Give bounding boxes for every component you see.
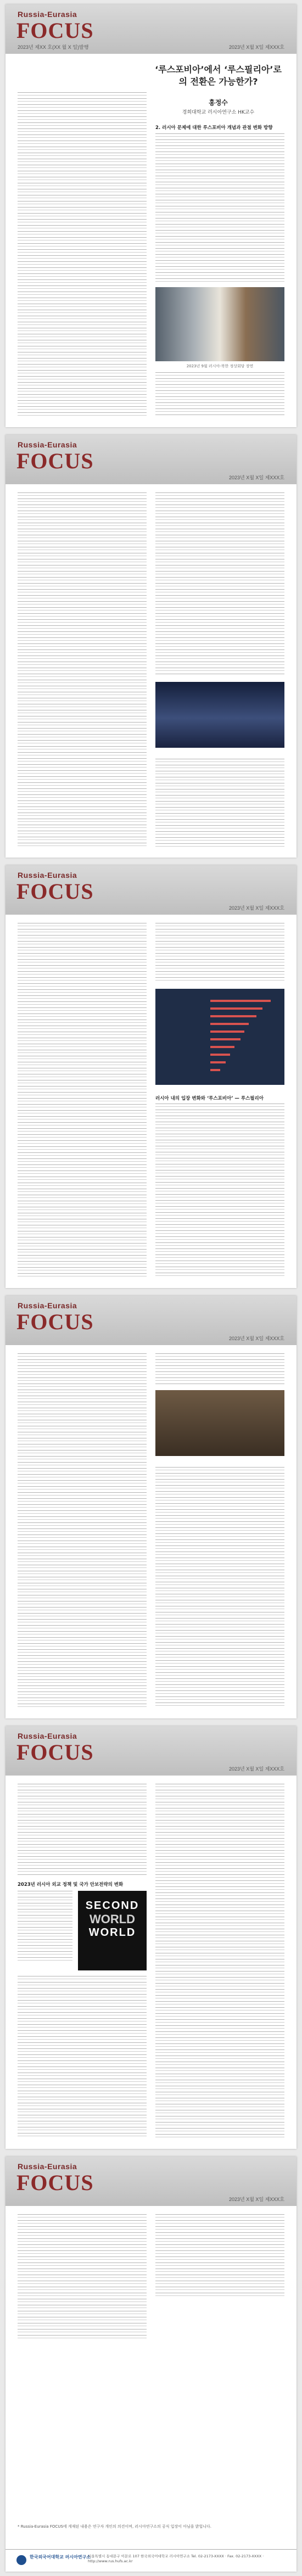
page-footer: [5, 2549, 297, 2572]
body-column-left: [18, 923, 147, 1277]
issue-date: 2023년 X월 X일 제XXX호: [228, 44, 284, 50]
page-header: [5, 1296, 297, 1345]
brand-logo: FOCUS: [16, 879, 94, 904]
brand-logo: FOCUS: [16, 2170, 94, 2195]
body-column-left: [18, 1784, 147, 1877]
bar: [210, 1069, 220, 1071]
page-3: [5, 865, 297, 1288]
institute-logo-icon: [16, 2555, 26, 2565]
institute-address: 서울특별시 동대문구 이문로 107 한국외국어대학교 러시아연구소 Tel. 02-2173-XXXX · Fax. 02-2173-XXXX · http://www.rus.hufs.ac.kr: [88, 2554, 264, 2563]
body-column-left: [18, 1353, 147, 1707]
bar: [210, 1054, 230, 1056]
brand-small: Russia-Eurasia: [18, 1301, 77, 1310]
issue-info: 2023년 제XX 호(XX 월 X 일)발행: [18, 44, 89, 50]
conference-photo: [155, 1390, 284, 1456]
brand-logo: FOCUS: [16, 449, 94, 473]
issue-date: 2023년 X월 X일 제XXX호: [228, 2197, 284, 2202]
page-6: [5, 2157, 297, 2572]
body-column-right: [155, 1784, 284, 2138]
bar: [210, 1038, 241, 1040]
issue-date: 2023년 X월 X일 제XXX호: [228, 905, 284, 911]
brand-small: Russia-Eurasia: [18, 871, 77, 880]
body-column-left: [18, 492, 147, 847]
section-subhead: 러시아 내의 입장 변화와 ‘루스포비아’ — 루스필리아: [155, 1096, 264, 1101]
section-subhead: 2023년 러시아 외교 정책 및 국가 안보전략의 변화: [18, 1882, 124, 1888]
body-column-right: [155, 1353, 284, 1386]
book-title-line-2: WORLD: [89, 1912, 136, 1926]
bar: [210, 1031, 244, 1033]
body-column-right: [155, 133, 284, 282]
body-column-left: [18, 92, 147, 416]
body-column-left: [18, 2214, 147, 2340]
body-column-right-lower: [155, 1104, 284, 1277]
bar: [210, 1000, 271, 1002]
article-author: 홍정수: [209, 99, 228, 107]
body-column-right: [155, 492, 284, 676]
brand-small: Russia-Eurasia: [18, 2162, 77, 2171]
page-1: [5, 4, 297, 427]
photo-caption: 2023년 9월 러시아-북한 정상회담 장면: [186, 364, 254, 368]
page-2: [5, 435, 297, 858]
body-column-right-lower: [155, 759, 284, 847]
bar: [210, 1046, 234, 1048]
page-header: [5, 865, 297, 915]
brand-logo: FOCUS: [16, 18, 94, 43]
book-title-line-3: WORLD: [88, 1927, 136, 1939]
section-subhead: 2. 러시아 문제에 대한 루스포비아 개념과 관점 변화 방향: [155, 125, 273, 131]
article-title-box: [151, 64, 286, 115]
page-4: [5, 1296, 297, 1718]
disclaimer-note: * Russia-Eurasia FOCUS에 게재된 내용은 연구자 개인의 의견이며, 러시아연구소의 공식 입장이 아님을 밝힙니다.: [18, 2524, 212, 2529]
issue-date: 2023년 X월 X일 제XXX호: [228, 1336, 284, 1341]
institute-name: 한국외국어대학교 러시아연구소: [30, 2555, 91, 2560]
article-affiliation: 경희대학교 러시아연구소 HK교수: [182, 110, 255, 115]
body-column-left-lower: [18, 1976, 147, 2138]
issue-date: 2023년 X월 X일 제XXX호: [228, 475, 284, 480]
bar: [210, 1007, 262, 1010]
page-5: [5, 1726, 297, 2149]
page-header: [5, 435, 297, 484]
page-header: [5, 4, 297, 54]
brand-small: Russia-Eurasia: [18, 10, 77, 19]
body-column-right-lower: [155, 372, 284, 416]
body-column-right: [155, 923, 284, 983]
bar: [210, 1015, 256, 1017]
stage-photo: [155, 682, 284, 748]
bar: [210, 1023, 249, 1025]
page-header: [5, 2157, 297, 2206]
brand-logo: FOCUS: [16, 1740, 94, 1765]
book-title-line-1: SECOND: [85, 1900, 139, 1912]
summit-photo: [155, 287, 284, 361]
body-column-right: [155, 2214, 284, 2297]
survey-chart-image: [155, 989, 284, 1085]
body-column-right-lower: [155, 1467, 284, 1707]
brand-small: Russia-Eurasia: [18, 1732, 77, 1740]
page-header: [5, 1726, 297, 1776]
issue-date: 2023년 X월 X일 제XXX호: [228, 1766, 284, 1772]
brand-small: Russia-Eurasia: [18, 440, 77, 449]
body-column-left-mid: [18, 1891, 72, 1962]
book-cover: [78, 1891, 147, 1970]
article-title: ‘루스포비아’에서 ‘루스필리아’로의 전환은 가능한가?: [155, 64, 282, 87]
brand-logo: FOCUS: [16, 1309, 94, 1334]
bar: [210, 1061, 226, 1063]
